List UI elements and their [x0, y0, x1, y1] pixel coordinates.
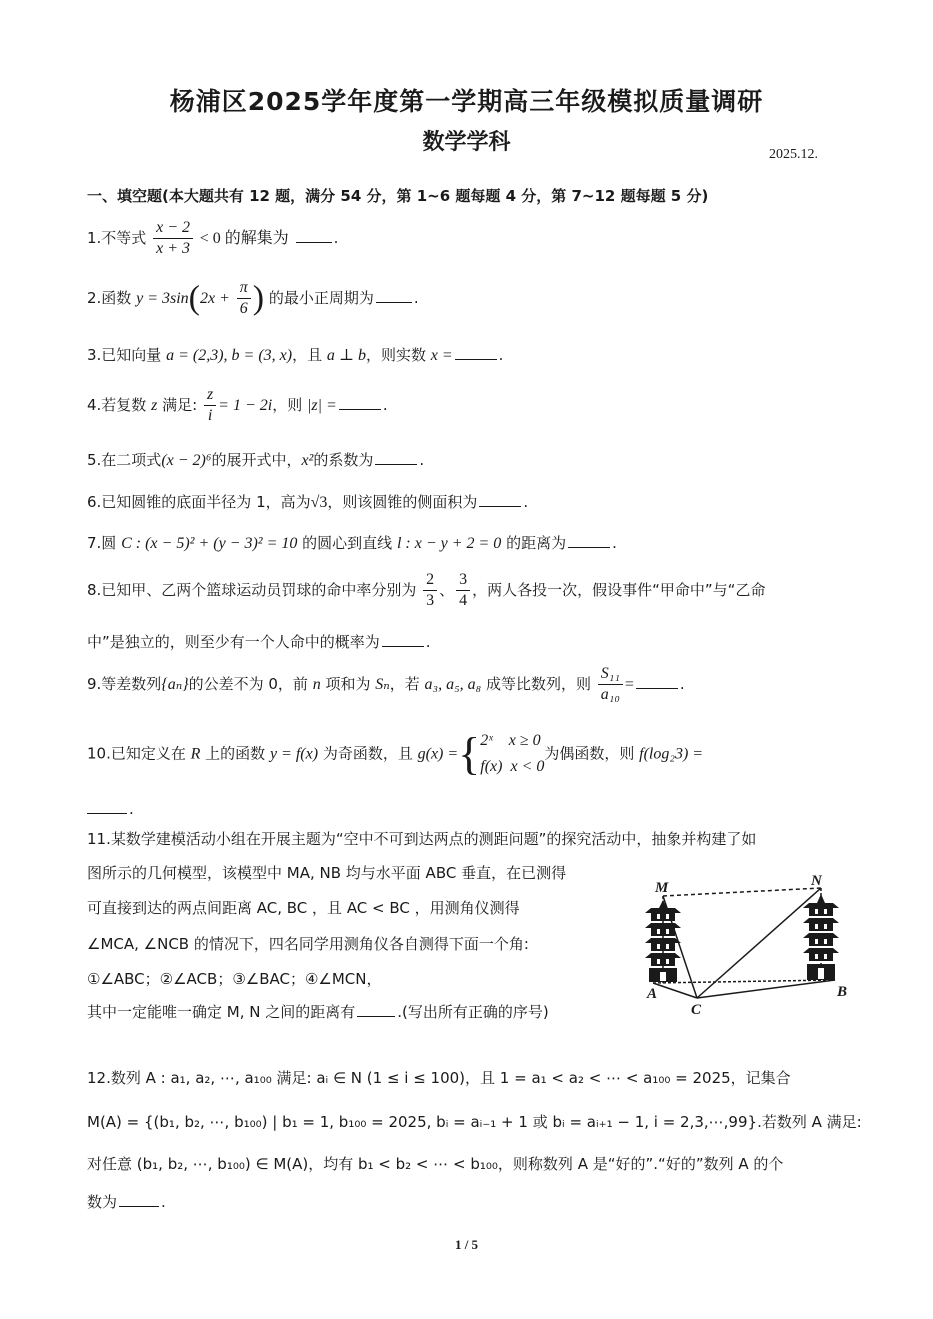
question-4: [87, 385, 388, 426]
q7-text-a: 7.圆: [87, 534, 122, 552]
answer-blank-1: [296, 242, 332, 243]
q12-line-3: 对任意 (b₁, b₂, ⋯, b₁₀₀) ∈ M(A)，均有 b₁ < b₂ < ⋯ < b₁₀₀，则称数列 A 是“好的”.“好的”数列 A 的个: [87, 1155, 784, 1173]
q5-binomial: (x − 2)⁶: [161, 452, 212, 469]
q9-text-c: 的公差不为 0，前: [188, 675, 313, 693]
question-5: [87, 449, 424, 470]
q9-numerator: S₁₁: [598, 664, 623, 685]
label-a: A: [647, 986, 658, 1002]
q9-end: .: [679, 675, 685, 693]
q3-perp: a ⊥ b: [326, 347, 366, 364]
q7-text-c: 的圆心到直线: [297, 534, 397, 552]
answer-blank-6: [479, 506, 521, 507]
q10-func: y = f(x): [269, 745, 319, 763]
q10-case2-cond: x < 0: [510, 758, 545, 775]
answer-blank-11: [357, 1016, 395, 1017]
pagoda-distance-figure: [635, 868, 855, 1028]
q9-terms: a₃, a₅, a₈: [424, 676, 482, 693]
q11-line-6a: 其中一定能唯一确定 M, N 之间的距离有: [87, 1003, 356, 1021]
q9-eq: =: [624, 676, 634, 693]
q2-denominator: 6: [239, 300, 248, 317]
q9-denominator: a₁₀: [600, 686, 620, 703]
q2-arg: 2x +: [200, 290, 230, 307]
q1-text-b: < 0 的解集为: [199, 230, 289, 247]
label-m: M: [655, 880, 669, 896]
q1-end: .: [333, 229, 339, 247]
q1-text-a: 1.不等式: [87, 229, 147, 247]
question-7: [87, 532, 617, 553]
segment-cb: [697, 980, 835, 998]
q1-numerator: x − 2: [153, 218, 193, 239]
question-10: [87, 728, 703, 780]
q5-text-a: 5.在二项式: [87, 451, 162, 469]
q11-line-4: ∠MCA, ∠NCB 的情况下，四名同学用测角仪各自测得下面一个角:: [87, 935, 529, 953]
q4-z: z: [151, 397, 158, 414]
segment-mn: [663, 888, 821, 896]
q7-circle: C : (x − 5)² + (y − 3)² = 10: [121, 535, 298, 552]
q3-text-c: ，且: [292, 346, 327, 364]
exam-date: 2025.12.: [769, 147, 818, 162]
q9-fraction: [598, 664, 623, 705]
q1-fraction: [153, 218, 193, 259]
question-9: [87, 664, 685, 705]
q10-brace: {: [458, 728, 481, 779]
q2-text-a: 2.函数: [87, 289, 137, 307]
q10-text-g: 为偶函数，则: [544, 744, 640, 763]
q9-text-g: ，若: [389, 675, 425, 693]
question-10-line-2: [87, 800, 134, 818]
q8-denominator-2: 4: [459, 592, 468, 609]
answer-blank-3: [455, 359, 497, 360]
q2-numerator: π: [237, 278, 251, 299]
q2-text-d: 的最小正周期为: [268, 289, 374, 307]
q11-line-1: 11.某数学建模活动小组在开展主题为“空中不可到达两点的测距问题”的探究活动中，抽象并构建了如: [87, 830, 757, 848]
q4-numerator: z: [204, 385, 216, 406]
q11-line-3: 可直接到达的两点间距离 AC, BC ，且 AC < BC ，用测角仪测得: [87, 899, 520, 917]
q8-end: .: [425, 633, 431, 651]
q3-vectors: a = (2,3), b = (3, x): [166, 347, 293, 364]
q7-line: l : x − y + 2 = 0: [396, 535, 502, 552]
q2-paren-open: (: [188, 279, 200, 317]
q5-text-c: 的展开式中，: [211, 451, 302, 469]
q11-line-6b: .(写出所有正确的序号): [397, 1003, 549, 1021]
q9-text-a: 9.等差数列: [87, 675, 162, 693]
q8-text-c: 中”是独立的，则至少有一个人命中的概率为: [87, 633, 380, 651]
q10-cases: [480, 728, 544, 780]
left-pagoda-icon: [645, 900, 681, 982]
q11-line-2: 图所示的几何模型，该模型中 MA, NB 均与水平面 ABC 垂直，在已测得: [87, 864, 567, 882]
q1-denominator: x + 3: [156, 240, 190, 257]
answer-blank-10: [87, 813, 127, 814]
q9-n: n: [312, 676, 321, 693]
q8-fraction-1: [423, 570, 437, 611]
q3-text-a: 3.已知向量: [87, 346, 167, 364]
q6-sqrt: √3: [310, 494, 328, 511]
question-1: [87, 218, 338, 259]
q4-abs: |z| =: [307, 397, 337, 414]
q12-line-4: [87, 1191, 166, 1212]
q10-g: g(x) =: [417, 745, 459, 763]
q10-text-c: 上的函数: [200, 744, 270, 763]
q3-text-e: ，则实数: [365, 346, 431, 364]
exam-title: 杨浦区2025学年度第一学期高三年级模拟质量调研: [169, 87, 764, 116]
answer-blank-12: [119, 1206, 159, 1207]
q10-target: f(log₂3) =: [639, 745, 704, 763]
q6-text-a: 6.已知圆锥的底面半径为 1，高为: [87, 493, 311, 511]
label-c: C: [691, 1002, 702, 1018]
q5-term: x²: [301, 452, 314, 469]
q5-text-e: 的系数为: [313, 451, 374, 469]
q10-text-e: 为奇函数，且: [318, 744, 418, 763]
answer-blank-7: [568, 547, 610, 548]
q12-end: .: [161, 1193, 166, 1211]
q8-text-b: ，两人各投一次，假设事件“甲命中”与“乙命: [472, 581, 766, 599]
q12-line-1: 12.数列 A : a₁, a₂, ⋯, a₁₀₀ 满足: aᵢ ∈ N (1 ≤ i ≤ 100)，且 1 = a₁ < a₂ < ⋯ < a₁₀₀ = 2025，记集合: [87, 1069, 791, 1087]
q6-text-c: ，则该圆锥的侧面积为: [327, 493, 478, 511]
label-b: B: [837, 984, 848, 1000]
q8-numerator-1: 2: [423, 570, 437, 591]
q8-sep: 、: [439, 581, 455, 599]
answer-blank-8: [382, 646, 424, 647]
question-8-line-2: [87, 631, 431, 652]
q4-eq: = 1 − 2i: [218, 397, 273, 414]
q12-line-4a: 数为: [87, 1193, 118, 1211]
q8-denominator-1: 3: [426, 592, 435, 609]
q2-end: .: [413, 289, 419, 307]
q10-case1-cond: x ≥ 0: [508, 732, 541, 749]
q10-case1-expr: 2ˣ: [480, 732, 493, 749]
right-pagoda-icon: [803, 894, 839, 980]
q8-numerator-2: 3: [456, 570, 470, 591]
question-2: [87, 278, 419, 319]
q9-text-e: 项和为: [320, 675, 376, 693]
q4-end: .: [382, 396, 388, 414]
exam-subject: 数学学科: [422, 130, 511, 155]
q4-denominator: i: [207, 407, 213, 424]
question-6: [87, 491, 528, 512]
q7-text-e: 的距离为: [501, 534, 567, 552]
q8-fraction-2: [456, 570, 470, 611]
q8-text-a: 8.已知甲、乙两个篮球运动员罚球的命中率分别为: [87, 581, 417, 599]
segment-ab: [653, 980, 835, 983]
q2-paren-close: ): [252, 279, 265, 317]
question-8: [87, 570, 765, 611]
q4-text-e: ，则: [272, 396, 307, 414]
q4-text-a: 4.若复数: [87, 396, 152, 414]
q9-text-i: 成等比数列，则: [481, 675, 591, 693]
answer-blank-5: [375, 464, 417, 465]
segment-ac: [653, 983, 697, 998]
q4-fraction: [204, 385, 216, 426]
q5-end: .: [419, 451, 425, 469]
q12-line-2: M(A) = {(b₁, b₂, ⋯, b₁₀₀) | b₁ = 1, b₁₀₀ = 2025, bᵢ = aᵢ₋₁ + 1 或 bᵢ = aᵢ₊₁ − 1, i = 2,3,⋯,99}.若数列 A 满足:: [87, 1113, 862, 1131]
q11-line-6: [87, 1001, 549, 1022]
q6-end: .: [523, 493, 529, 511]
q11-line-5: ①∠ABC；②∠ACB；③∠BAC；④∠MCN，: [87, 970, 382, 988]
section-heading: 一、填空题(本大题共有 12 题，满分 54 分，第 1~6 题每题 4 分，第 7~12 题每题 5 分): [87, 187, 709, 205]
q10-end: .: [129, 800, 134, 818]
q2-fraction: [237, 278, 251, 319]
q4-text-c: 满足:: [157, 396, 198, 414]
q10-case2-expr: f(x): [480, 758, 503, 775]
answer-blank-9: [636, 688, 678, 689]
q3-end: .: [498, 346, 504, 364]
q9-seq: {aₙ}: [161, 676, 189, 693]
page-number: 1 / 5: [454, 1237, 479, 1252]
q10-r: R: [190, 745, 201, 763]
q10-text-a: 10.已知定义在: [87, 744, 191, 763]
q2-func: y = 3sin: [136, 290, 189, 307]
label-n: N: [811, 873, 822, 889]
q9-sn: Sₙ: [375, 676, 390, 693]
answer-blank-4: [339, 409, 381, 410]
question-3: [87, 344, 503, 365]
q7-end: .: [612, 534, 617, 552]
answer-blank-2: [376, 302, 412, 303]
q3-var: x =: [430, 347, 453, 364]
